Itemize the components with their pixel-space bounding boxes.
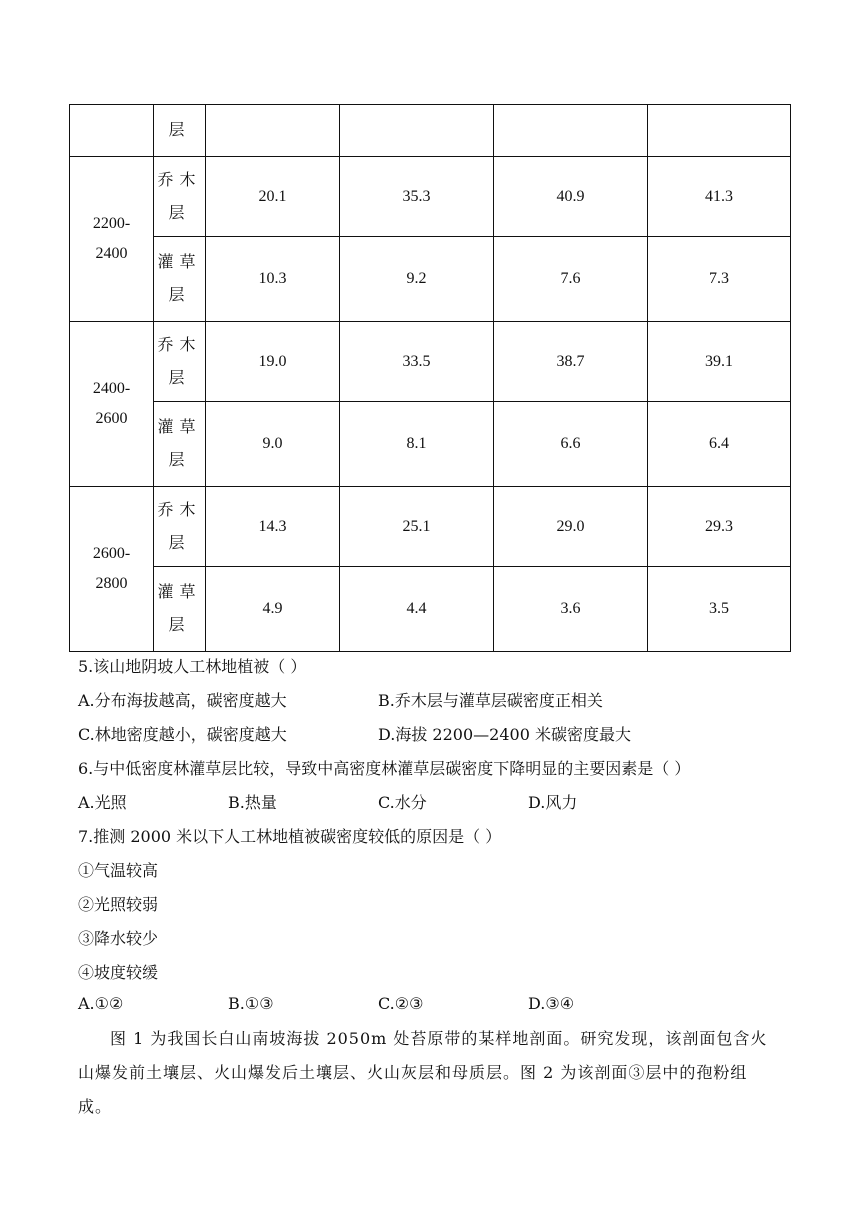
question-7-option-c: C.②③ <box>378 994 424 1013</box>
question-7-option-a: A.①② <box>78 994 124 1013</box>
value-cell: 20.1 <box>206 157 340 237</box>
carbon-density-table <box>69 104 791 652</box>
value-cell: 40.9 <box>494 157 648 237</box>
value-cell: 29.3 <box>648 487 791 567</box>
value-cell: 33.5 <box>340 322 494 402</box>
question-7-stem: 7.推测 2000 米以下人工林地植被碳密度较低的原因是（ ） <box>78 827 502 846</box>
altitude-cell: 2400- 2600 <box>70 322 154 487</box>
question-7-statement-1: ①气温较高 <box>78 861 159 880</box>
value-cell: 35.3 <box>340 157 494 237</box>
question-6-option-b: B.热量 <box>228 793 277 812</box>
value-cell: 6.4 <box>648 402 791 487</box>
table-row <box>70 157 791 237</box>
table-row <box>70 402 791 487</box>
table-row <box>70 567 791 652</box>
layer-cell: 灌草层 <box>154 567 206 652</box>
layer-cell: 层 <box>154 105 206 157</box>
layer-cell: 灌草层 <box>154 402 206 487</box>
table-row <box>70 322 791 402</box>
question-7-option-d: D.③④ <box>528 994 575 1013</box>
question-5-option-c: C.林地密度越小，碳密度越大 <box>78 725 287 744</box>
altitude-cell: 2600- 2800 <box>70 487 154 652</box>
value-cell: 25.1 <box>340 487 494 567</box>
value-cell: 3.6 <box>494 567 648 652</box>
table-row <box>70 487 791 567</box>
question-6-option-a: A.光照 <box>78 793 127 812</box>
question-6-option-c: C.水分 <box>378 793 427 812</box>
value-cell: 38.7 <box>494 322 648 402</box>
value-cell: 14.3 <box>206 487 340 567</box>
table-row <box>70 237 791 322</box>
question-7-option-b: B.①③ <box>228 994 274 1013</box>
intro-paragraph: 图 1 为我国长白山南坡海拔 2050m 处苔原带的某样地剖面。研究发现，该剖面包含火山爆发前土壤层、火山爆发后土壤层、火山灰层和母质层。图 2 为该剖面③层中的孢粉组成。 <box>78 1029 768 1116</box>
table-row <box>70 105 791 157</box>
value-cell: 3.5 <box>648 567 791 652</box>
layer-cell: 灌草层 <box>154 237 206 322</box>
layer-cell: 乔木层 <box>154 487 206 567</box>
question-6-stem: 6.与中低密度林灌草层比较，导致中高密度林灌草层碳密度下降明显的主要因素是（ ） <box>78 759 691 778</box>
value-cell: 8.1 <box>340 402 494 487</box>
value-cell: 41.3 <box>648 157 791 237</box>
value-cell: 4.9 <box>206 567 340 652</box>
value-cell: 19.0 <box>206 322 340 402</box>
value-cell: 39.1 <box>648 322 791 402</box>
question-5-option-d: D.海拔 2200—2400 米碳密度最大 <box>378 725 631 744</box>
question-6-option-d: D.风力 <box>528 793 578 812</box>
value-cell: 6.6 <box>494 402 648 487</box>
question-5-option-a: A.分布海拔越高，碳密度越大 <box>78 691 287 710</box>
value-cell: 7.6 <box>494 237 648 322</box>
question-5-stem: 5.该山地阴坡人工林地植被（ ） <box>78 657 307 676</box>
question-7-statement-4: ④坡度较缓 <box>78 963 159 982</box>
value-cell: 29.0 <box>494 487 648 567</box>
value-cell: 9.0 <box>206 402 340 487</box>
value-cell: 7.3 <box>648 237 791 322</box>
layer-cell: 乔木层 <box>154 157 206 237</box>
layer-cell: 乔木层 <box>154 322 206 402</box>
altitude-cell: 2200- 2400 <box>70 157 154 322</box>
value-cell: 4.4 <box>340 567 494 652</box>
question-7-statement-2: ②光照较弱 <box>78 895 159 914</box>
question-7-statement-3: ③降水较少 <box>78 929 159 948</box>
value-cell: 10.3 <box>206 237 340 322</box>
value-cell: 9.2 <box>340 237 494 322</box>
question-5-option-b: B.乔木层与灌草层碳密度正相关 <box>378 691 603 710</box>
